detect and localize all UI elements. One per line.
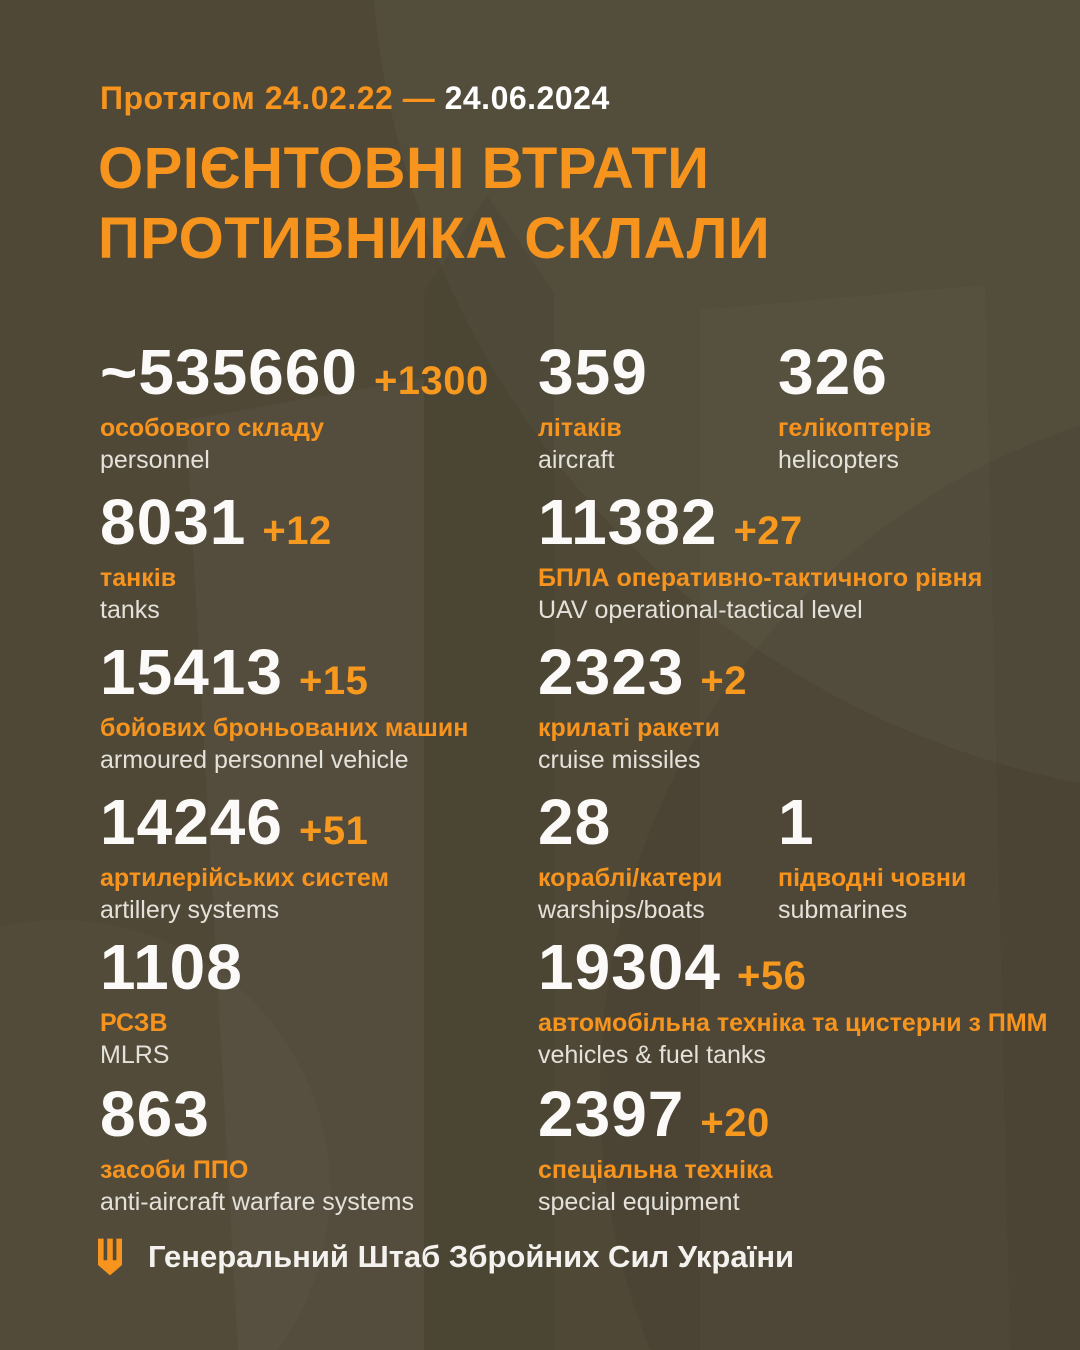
stat-value: 863: [100, 1078, 210, 1150]
stat-value: 2323: [538, 636, 685, 708]
stat-label-ua: засоби ППО: [100, 1156, 249, 1184]
stat-tanks: [100, 486, 332, 625]
stat-value: 1: [778, 786, 815, 858]
stat-label-en: vehicles & fuel tanks: [538, 1041, 766, 1069]
stat-label-ua: танків: [100, 564, 177, 592]
stat-label-en: cruise missiles: [538, 746, 701, 774]
stat-label-en: armoured personnel vehicle: [100, 746, 409, 774]
stat-label-ua: кораблі/катери: [538, 864, 723, 892]
footer: [98, 1238, 794, 1276]
stat-delta: +1300: [373, 359, 489, 403]
stat-delta: +20: [700, 1101, 770, 1145]
trident-icon: [98, 1238, 122, 1276]
stat-value: ~535660: [100, 336, 358, 408]
report-period-end-date: 24.06.2024: [444, 80, 610, 116]
stat-warships-boats: [538, 786, 723, 925]
stat-label-en: personnel: [100, 446, 210, 474]
page-title: [98, 134, 770, 274]
page-title-line2: ПРОТИВНИКА СКЛАЛИ: [98, 206, 771, 271]
stat-value: 8031: [100, 486, 247, 558]
stat-value: 11382: [538, 486, 718, 558]
page-title-line1: ОРІЄНТОВНІ ВТРАТИ: [98, 136, 710, 201]
stat-label-en: helicopters: [778, 446, 899, 474]
stat-special-equipment: [538, 1078, 773, 1217]
stat-label-en: MLRS: [100, 1041, 170, 1069]
stat-delta: +15: [298, 659, 369, 703]
stat-label-en: submarines: [778, 896, 908, 924]
stat-value: 14246: [100, 786, 283, 858]
stat-label-en: special equipment: [538, 1188, 740, 1216]
stat-label-en: warships/boats: [538, 896, 705, 924]
stat-aircraft: [538, 336, 648, 475]
stat-label-ua: гелікоптерів: [778, 414, 932, 442]
stat-label-en: artillery systems: [100, 896, 280, 924]
stat-label-ua: РСЗВ: [100, 1009, 168, 1037]
stat-uav: [538, 486, 983, 625]
stat-label-ua: бойових броньованих машин: [100, 714, 469, 742]
stat-armoured-vehicles: [100, 636, 469, 775]
stat-artillery-systems: [100, 786, 389, 925]
stat-value: 2397: [538, 1078, 685, 1150]
stat-label-ua: літаків: [538, 414, 622, 442]
stat-label-en: UAV operational-tactical level: [538, 596, 863, 624]
stat-value: 15413: [100, 636, 283, 708]
stat-label-ua: підводні човни: [778, 864, 967, 892]
stat-vehicles-fuel-tanks: [538, 931, 1048, 1070]
stat-delta: +56: [736, 954, 807, 998]
stat-label-ua: БПЛА оперативно-тактичного рівня: [538, 564, 983, 592]
stat-delta: +2: [700, 659, 747, 703]
stat-delta: +12: [262, 509, 332, 553]
report-period-prefix: Протягом 24.02.22 —: [100, 80, 436, 116]
stat-label-ua: спеціальна техніка: [538, 1156, 773, 1184]
stat-mlrs: [100, 931, 243, 1070]
stat-value: 359: [538, 336, 648, 408]
stat-helicopters: [778, 336, 932, 475]
stat-value: 19304: [538, 931, 721, 1003]
stat-value: 1108: [100, 931, 243, 1003]
stat-delta: +51: [298, 809, 369, 853]
stat-label-ua: автомобільна техніка та цистерни з ПММ: [538, 1009, 1048, 1037]
stat-personnel: [100, 336, 489, 475]
stat-label-ua: артилерійських систем: [100, 864, 389, 892]
stat-anti-aircraft: [100, 1078, 414, 1217]
stat-value: 28: [538, 786, 612, 858]
stat-value: 326: [778, 336, 888, 408]
stat-label-en: tanks: [100, 596, 160, 624]
stat-label-en: aircraft: [538, 446, 615, 474]
report-period: [100, 80, 610, 117]
footer-org-name: Генеральний Штаб Збройних Сил України: [148, 1239, 795, 1274]
stat-label-ua: особового складу: [100, 414, 325, 442]
stat-label-en: anti-aircraft warfare systems: [100, 1188, 414, 1216]
stat-delta: +27: [733, 509, 803, 553]
stat-label-ua: крилаті ракети: [538, 714, 720, 742]
stat-cruise-missiles: [538, 636, 747, 775]
stat-submarines: [778, 786, 967, 925]
